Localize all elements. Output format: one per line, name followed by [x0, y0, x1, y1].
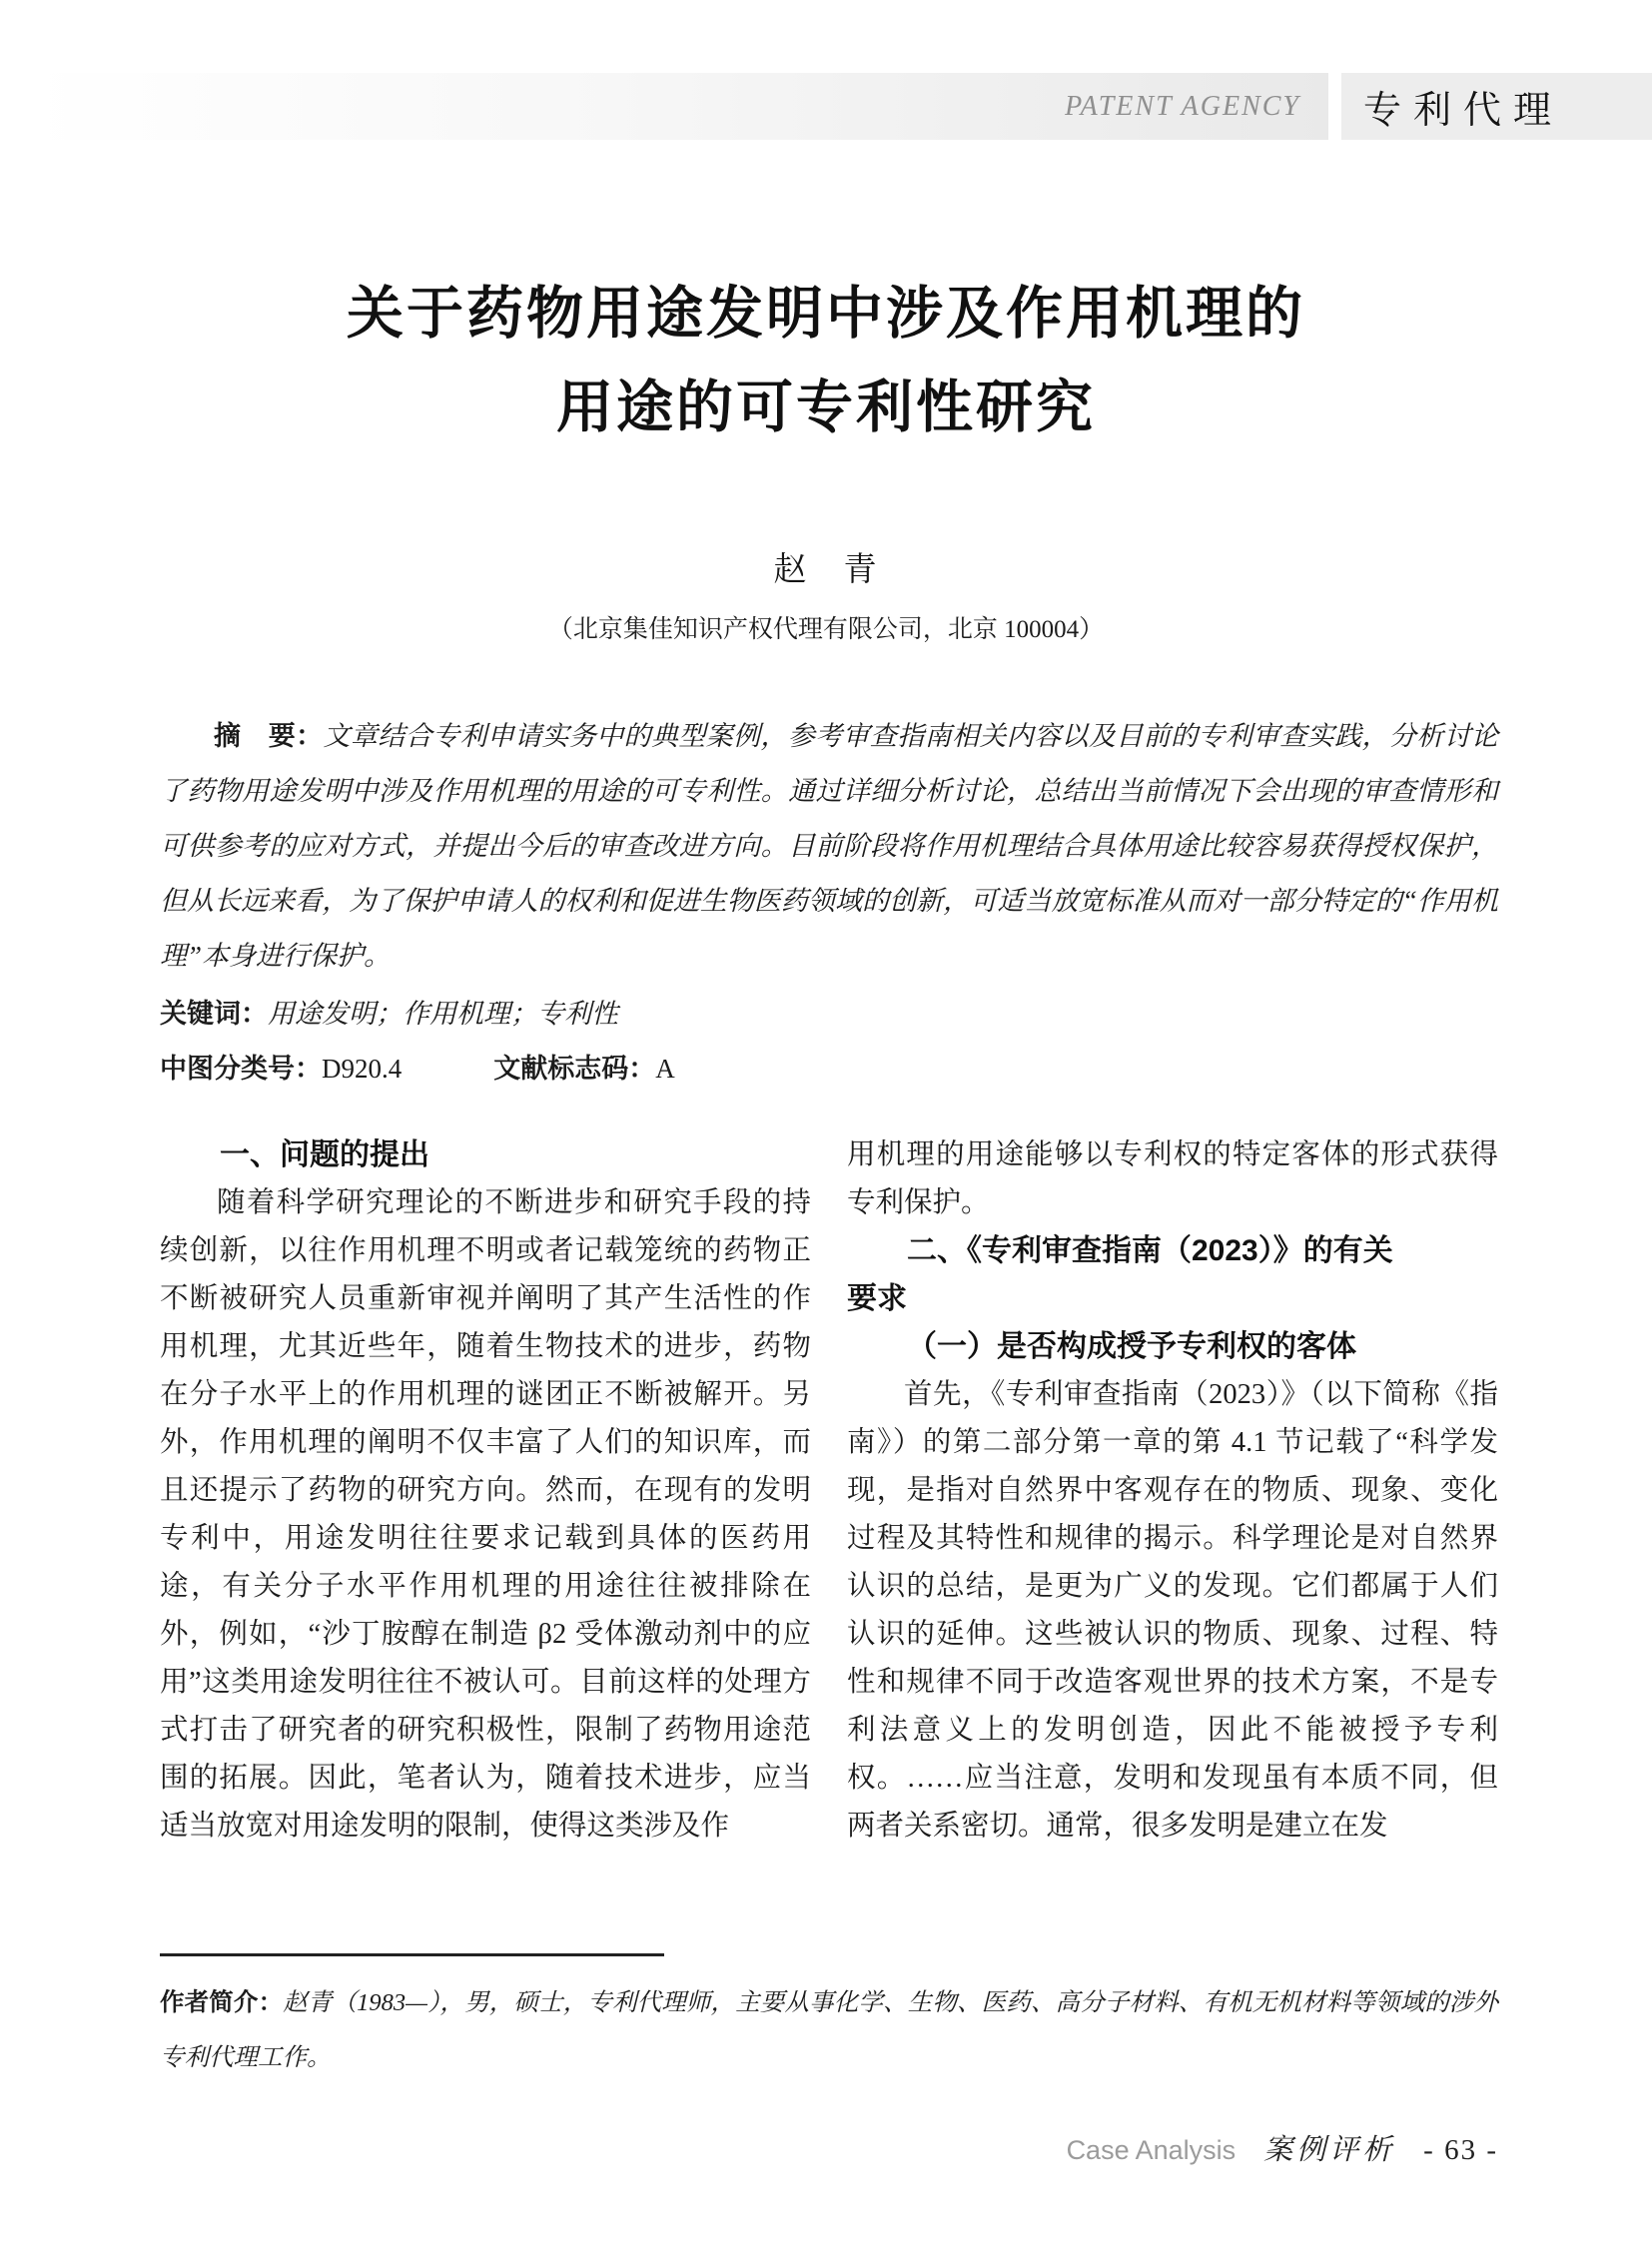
- right-column-paragraph: 首先，《专利审查指南（2023）》（以下简称《指南》）的第二部分第一章的第 4.1 节记载了“科学发现，是指对自然界中客观存在的物质、现象、变化过程及其特性和规律的揭示。科学理论是对自然界认识的总结，是更为广义的发现。它们都属于人们认识的延伸。这些被认识的物质、现象、过程、特性和规律不同于改造客观世界的技术方案，不是专利法意义上的发明创造，因此不能被授予专利权。……应当注意，发明和发现虽有本质不同，但两者关系密切。通常，很多发明是建立在发: [847, 1379, 1498, 1842]
- footnote-text: 赵青（1983—），男，硕士，专利代理师，主要从事化学、生物、医药、高分子材料、有机无机材料等领域的涉外专利代理工作。: [160, 1989, 1498, 2071]
- subsection-heading-1: （一）是否构成授予专利权的客体: [907, 1330, 1356, 1363]
- doc-code-label: 文献标志码：: [493, 1054, 656, 1084]
- classification-line: [160, 1042, 1498, 1097]
- keywords-text: 用途发明；作用机理；专利性: [268, 999, 618, 1029]
- abstract-label: 摘 要：: [214, 721, 324, 751]
- abstract-text: 文章结合专利申请实务中的典型案例，参考审查指南相关内容以及目前的专利审查实践，分析讨论了药物用途发明中涉及作用机理的用途的可专利性。通过详细分析讨论，总结出当前情况下会出现的审查情形和可供参考的应对方式，并提出今后的审查改进方向。目前阶段将作用机理结合具体用途比较容易获得授权保护，但从长远来看，为了保护申请人的权利和促进生物医药领域的创新，可适当放宽标准从而对一部分特定的“作用机理”本身进行保护。: [160, 721, 1499, 971]
- author-bio-footnote: [160, 1975, 1498, 2085]
- journal-section-chinese: 专利代理: [1363, 90, 1564, 132]
- author-affiliation: （北京集佳知识产权代理有限公司，北京 100004）: [547, 616, 1105, 643]
- section-heading-2-line1: 二、《专利审查指南（2023）》的有关: [907, 1234, 1393, 1267]
- author-name: 赵 青: [773, 552, 879, 588]
- clc-label: 中图分类号：: [160, 1054, 322, 1084]
- article-title: [0, 268, 1652, 455]
- keywords-label: 关键词：: [160, 999, 268, 1029]
- left-column: [160, 1131, 811, 1851]
- left-column-paragraph: 随着科学研究理论的不断进步和研究手段的持续创新，以往作用机理不明或者记载笼统的药物正不断被研究人员重新审视并阐明了其产生活性的作用机理，尤其近些年，随着生物技术的进步，药物在分子水平上的作用机理的谜团正不断被解开。另外，作用机理的阐明不仅丰富了人们的知识库，而且还提示了药物的研究方向。然而，在现有的发明专利中，用途发明往往要求记载到具体的医药用途，有关分子水平作用机理的用途往往被排除在外，例如，“沙丁胺醇在制造 β2 受体激动剂中的应用”这类用途发明往往不被认可。目前这样的处理方式打击了研究者的研究积极性，限制了药物用途范围的拓展。因此，笔者认为，随着技术进步，应当适当放宽对用途发明的限制，使得这类涉及作: [160, 1187, 811, 1842]
- section-heading-2-line2: 要求: [847, 1282, 907, 1315]
- body-columns: [160, 1131, 1498, 1851]
- abstract-paragraph: [160, 709, 1498, 984]
- clc-pair: [160, 1054, 402, 1084]
- abstract-block: [160, 709, 1498, 984]
- footer-section-chinese: 案例评析: [1263, 2134, 1396, 2166]
- page-number: - 63 -: [1423, 2134, 1498, 2166]
- keywords-line: [160, 987, 1498, 1042]
- journal-name-english: PATENT AGENCY: [1065, 90, 1300, 122]
- clc-value: D920.4: [322, 1054, 403, 1084]
- article-title-line2: 用途的可专利性研究: [556, 376, 1096, 439]
- footer-section-english: Case Analysis: [1066, 2135, 1237, 2165]
- right-column-paragraph-continuation: 用机理的用途能够以专利权的特定客体的形式获得专利保护。: [847, 1139, 1498, 1218]
- page-footer: [1067, 2127, 1498, 2168]
- doc-code-value: A: [655, 1054, 675, 1084]
- header-section-box: [1341, 73, 1652, 140]
- article-title-line1: 关于药物用途发明中涉及作用机理的: [347, 283, 1305, 346]
- footnote-label: 作者简介：: [160, 1989, 284, 2016]
- doc-code-pair: [493, 1054, 675, 1084]
- right-column: [847, 1131, 1498, 1851]
- section-heading-1: 一、问题的提出: [220, 1138, 429, 1171]
- footnote-separator-rule: [160, 1953, 664, 1956]
- header-band: [30, 73, 1328, 140]
